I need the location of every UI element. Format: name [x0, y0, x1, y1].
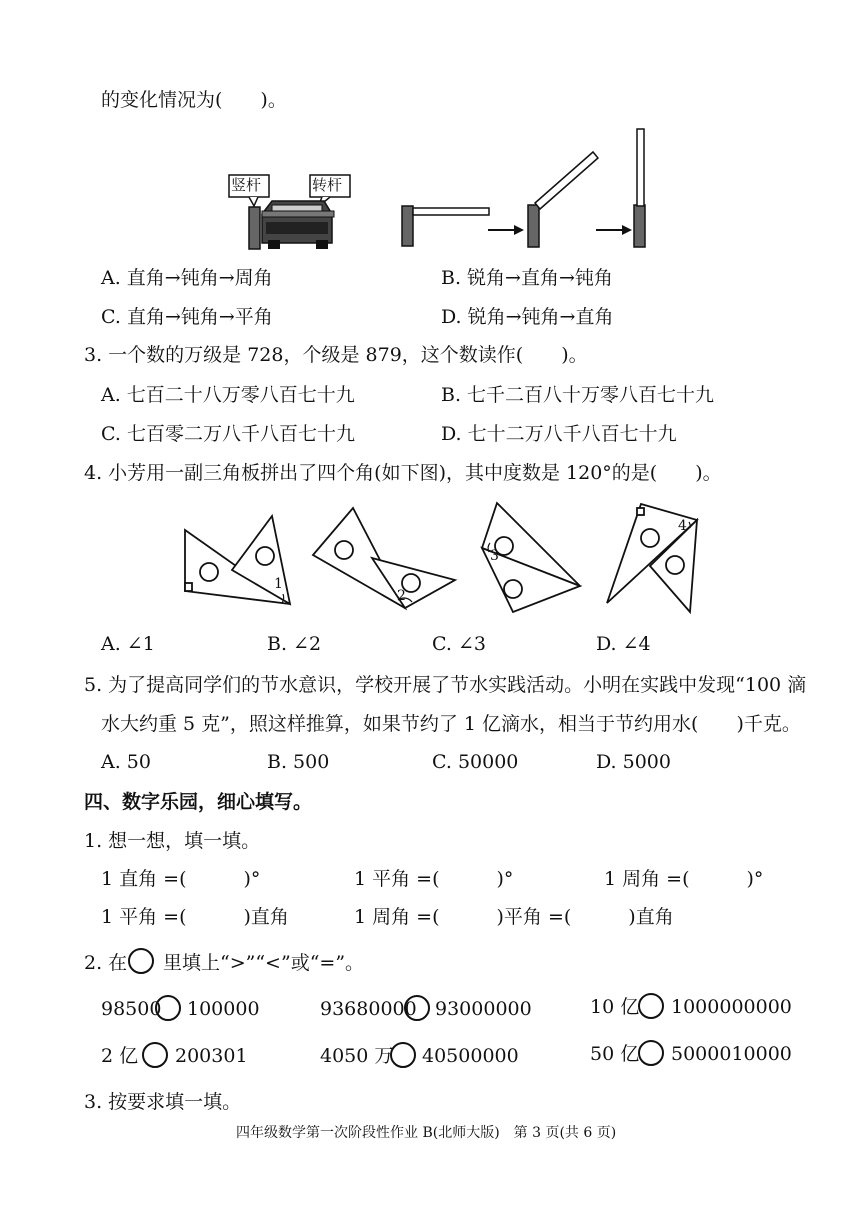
q2-option-d[interactable]: D. 锐角→钝角→直角 [441, 306, 614, 328]
compare-blank[interactable] [638, 993, 664, 1019]
compare-blank[interactable] [390, 1042, 416, 1068]
rotating-pole-label: 转杆 [312, 176, 343, 194]
compare-right: 200301 [175, 1045, 248, 1067]
q2-option-c[interactable]: C. 直角→钝角→平角 [101, 306, 273, 328]
angle-label-3: 3 [490, 548, 499, 564]
angle-label-4: 4 [678, 518, 687, 534]
q4-stem: 4. 小芳用一副三角板拼出了四个角(如下图)，其中度数是 120°的是( )。 [84, 462, 722, 484]
compare-blank[interactable] [155, 995, 181, 1021]
q3-option-c[interactable]: C. 七百零二万八千八百七十九 [101, 423, 355, 445]
q3-option-b[interactable]: B. 七千二百八十万零八百七十九 [441, 384, 715, 406]
compare-right: 5000010000 [671, 1043, 792, 1065]
angle-label-1: 1 [274, 576, 283, 592]
compare-left: 50 亿 [590, 1043, 640, 1065]
s4-q2-stem-pre: 2. 在 [84, 952, 128, 974]
compare-right: 93000000 [435, 998, 532, 1020]
q5-stem-line1: 5. 为了提高同学们的节水意识，学校开展了节水实践活动。小明在实践中发现“100 滴 [84, 674, 807, 696]
compare-left: 98500 [101, 998, 162, 1020]
compare-blank[interactable] [638, 1040, 664, 1066]
compare-right: 1000000000 [671, 996, 792, 1018]
q3-option-a[interactable]: A. 七百二十八万零八百七十九 [101, 384, 355, 406]
s4-q1-blank-full-to-straight-right[interactable]: 1 周角 =( )平角 =( )直角 [354, 906, 674, 928]
compare-left: 10 亿 [590, 996, 640, 1018]
s4-q1-blank-right-angle-deg[interactable]: 1 直角 =( )° [101, 868, 261, 890]
q3-stem: 3. 一个数的万级是 728，个级是 879，这个数读作( )。 [84, 344, 588, 366]
q4-option-b[interactable]: B. ∠2 [267, 633, 322, 655]
compare-right: 40500000 [422, 1045, 519, 1067]
q5-option-c[interactable]: C. 50000 [432, 751, 519, 773]
q5-option-a[interactable]: A. 50 [101, 751, 151, 773]
s4-q3-stem: 3. 按要求填一填。 [84, 1091, 242, 1113]
compare-left: 4050 万 [320, 1045, 394, 1067]
compare-left: 93680000 [320, 998, 417, 1020]
s4-q1-blank-full-angle-deg[interactable]: 1 周角 =( )° [604, 868, 764, 890]
q2-option-a[interactable]: A. 直角→钝角→周角 [101, 267, 273, 289]
fixed-pole-label: 竖杆 [231, 176, 262, 194]
s4-q1-stem: 1. 想一想，填一填。 [84, 830, 261, 852]
q2-option-b[interactable]: B. 锐角→直角→钝角 [441, 267, 613, 289]
q3-option-d[interactable]: D. 七十二万八千八百七十九 [441, 423, 677, 445]
q5-option-d[interactable]: D. 5000 [596, 751, 671, 773]
s4-q1-blank-straight-angle-deg[interactable]: 1 平角 =( )° [354, 868, 514, 890]
q5-stem-line2: 水大约重 5 克”，照这样推算，如果节约了 1 亿滴水，相当于节约用水( )千克。 [101, 713, 801, 735]
s4-q1-blank-straight-to-right[interactable]: 1 平角 =( )直角 [101, 906, 289, 928]
s4-q2-stem-post: 里填上“>”“<”或“=”。 [163, 952, 365, 974]
q2-stem-tail: 的变化情况为( )。 [101, 89, 287, 111]
page-footer: 四年级数学第一次阶段性作业 B(北师大版) 第 3 页(共 6 页) [236, 1125, 617, 1141]
compare-circle-icon [128, 948, 154, 974]
q4-option-a[interactable]: A. ∠1 [101, 633, 155, 655]
compare-blank[interactable] [142, 1042, 168, 1068]
q5-option-b[interactable]: B. 500 [267, 751, 330, 773]
compare-right: 100000 [187, 998, 260, 1020]
angle-label-2: 2 [397, 588, 406, 604]
section4-title: 四、数字乐园，细心填写。 [84, 791, 313, 813]
q4-option-c[interactable]: C. ∠3 [432, 633, 486, 655]
compare-blank[interactable] [404, 995, 430, 1021]
compare-left: 2 亿 [101, 1045, 139, 1067]
q4-option-d[interactable]: D. ∠4 [596, 633, 651, 655]
